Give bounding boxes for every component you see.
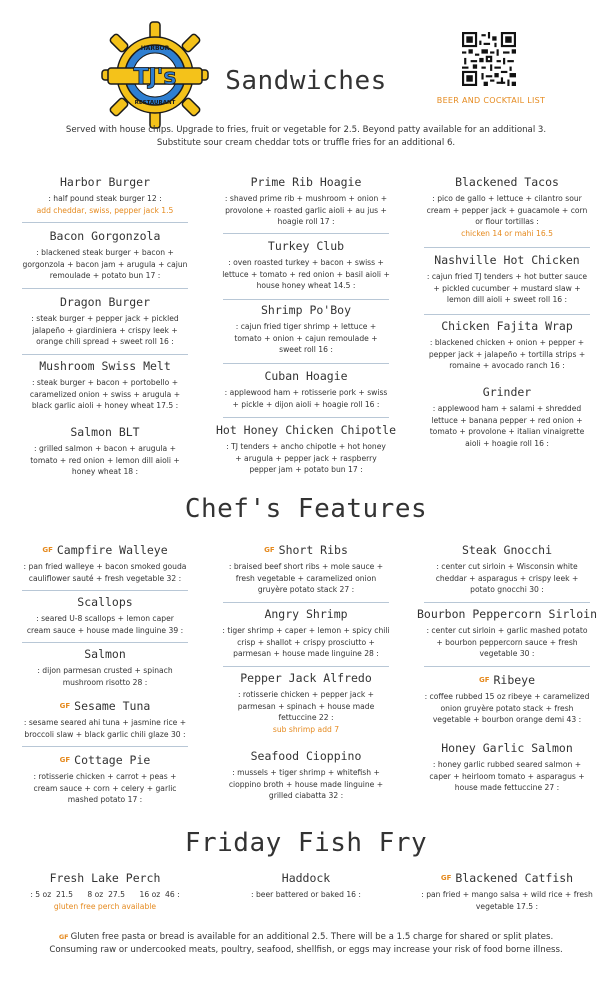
menu-item-campfire-walleye	[16, 542, 194, 584]
item-name: Hot Honey Chicken Chipotle	[215, 423, 396, 437]
item-desc: hoagie roll 17 :	[277, 217, 335, 227]
item-name: Nashville Hot Chicken	[434, 253, 580, 267]
divider	[223, 299, 389, 300]
gf-badge: GF	[42, 546, 53, 554]
item-name: Bourbon Peppercorn Sirloin	[416, 607, 597, 621]
menu-item-ribeye	[418, 672, 596, 726]
menu-item-salmon-blt	[16, 424, 194, 478]
logo-text-top: HARBOR	[140, 45, 170, 52]
item-desc: : beer battered or baked 16 :	[251, 890, 361, 899]
divider	[424, 666, 590, 667]
item-desc: black garlic aioli + honey wheat 17.5 :	[31, 401, 179, 411]
divider	[22, 746, 188, 747]
section-title-friday-fish-fry: Friday Fish Fry	[184, 828, 428, 858]
item-option: add cheddar, swiss, pepper jack 1.5	[36, 205, 174, 215]
item-name: Ribeye	[493, 673, 536, 687]
item-desc: gorgonzola + bacon jam + arugula + cajun	[22, 259, 188, 269]
logo-text-main: TJ's	[133, 65, 177, 90]
item-name: Cuban Hoagie	[264, 369, 348, 383]
item-name: Haddock	[281, 871, 331, 885]
menu-item-steak-gnocchi	[418, 542, 596, 596]
menu-item-grinder	[418, 384, 596, 449]
item-desc: : pico de gallo + lettuce + cilantro sour	[432, 194, 582, 203]
item-desc: : grilled salmon + bacon + arugula +	[34, 444, 176, 453]
item-desc: remoulade + potato bun 17 :	[49, 271, 161, 281]
gf-badge: GF	[59, 756, 71, 764]
divider	[424, 247, 590, 248]
item-name: Dragon Burger	[59, 295, 150, 309]
item-desc: : honey garlic rubbed seared salmon +	[432, 760, 582, 769]
item-name: Prime Rib Hoagie	[250, 175, 362, 189]
item-option: chicken 14 or mahi 16.5	[461, 228, 553, 238]
item-desc: house made fettuccine 27 :	[454, 783, 560, 793]
item-desc: lettuce + tomato + red onion + basil aioli +	[222, 269, 390, 279]
item-desc: vegetable 30 :	[479, 649, 535, 659]
item-name: Turkey Club	[267, 239, 345, 253]
item-desc: : pan fried walleye + bacon smoked gouda	[23, 562, 187, 571]
menu-item-haddock	[217, 870, 395, 901]
item-name: Scallops	[77, 595, 133, 609]
item-desc: : mussels + tiger shrimp + whitefish +	[232, 768, 380, 777]
item-name: Grinder	[482, 385, 532, 399]
menu-item-honey-garlic-salmon	[418, 740, 596, 794]
item-desc: cream sauce + corn + celery + garlic	[33, 783, 177, 793]
divider	[22, 590, 188, 591]
item-name: Bacon Gorgonzola	[49, 229, 161, 243]
item-name: Chicken Fajita Wrap	[441, 319, 573, 333]
menu-item-bourbon-peppercorn-sirloin	[410, 606, 604, 660]
menu-item-salmon	[16, 646, 194, 688]
item-desc: or flour tortillas :	[475, 217, 539, 227]
item-desc: : cajun fried tiger shrimp + lettuce +	[235, 322, 377, 331]
item-desc: : rotisserie chicken + pepper jack +	[237, 690, 375, 699]
item-name: Salmon	[84, 647, 126, 661]
item-desc: jalapeño + giardiniera + crispy leek +	[32, 325, 178, 335]
logo-text-bottom: RESTAURANT	[134, 100, 176, 106]
item-desc: caper + heirloom tomato + asparagus +	[429, 771, 585, 781]
item-desc: house honey wheat 14.5 :	[256, 281, 356, 291]
gf-badge: GF	[440, 874, 452, 882]
menu-item-blackened-tacos	[418, 174, 596, 239]
divider	[223, 602, 389, 603]
divider	[424, 602, 590, 603]
menu-item-turkey-club	[217, 238, 395, 292]
divider	[22, 288, 188, 289]
item-desc: : center cut sirloin + Wisconsin white	[436, 562, 578, 571]
divider	[223, 233, 389, 234]
item-name: Angry Shrimp	[264, 607, 348, 621]
item-desc: parmesan + spinach + house made	[237, 701, 375, 711]
item-desc: : blackened steak burger + bacon +	[36, 248, 174, 257]
item-name: Honey Garlic Salmon	[441, 741, 573, 755]
item-desc: grilled ciabatta 32 :	[268, 791, 344, 801]
item-desc: parmesan + house made linguine 28 :	[233, 649, 379, 659]
item-desc: : applewood ham + salami + shredded	[432, 404, 582, 413]
menu-item-seafood-cioppino	[217, 748, 395, 802]
qr-label: BEER AND COCKTAIL LIST	[436, 96, 546, 105]
menu-item-blackened-catfish	[414, 870, 600, 912]
menu-item-dragon-burger	[16, 294, 194, 348]
divider	[22, 222, 188, 223]
menu-item-hot-honey-chicken-chipotle	[212, 422, 400, 476]
item-desc: lemon dill aioli + sweet roll 16 :	[446, 295, 568, 305]
item-desc: : tiger shrimp + caper + lemon + spicy chili	[222, 626, 390, 635]
item-name: Salmon BLT	[70, 425, 140, 439]
menu-item-prime-rib-hoagie	[217, 174, 395, 228]
item-desc: potato gnocchi 30 :	[470, 585, 544, 595]
item-desc: mashed potato 17 :	[67, 795, 143, 805]
item-desc: tomato + provolone + italian vinaigrette	[429, 427, 585, 437]
section-title-chefs-features: Chef's Features	[184, 494, 428, 524]
item-desc: pepper jack + jalapeño + tortilla strips +	[428, 349, 586, 359]
divider	[223, 363, 389, 364]
item-name: Short Ribs	[278, 543, 348, 557]
divider	[22, 354, 188, 355]
item-desc: + pickled cucumber + mustard slaw +	[433, 283, 581, 293]
item-desc: : center cut sirloin + garlic mashed potato	[426, 626, 588, 635]
item-desc: gruyère potato stack 27 :	[257, 585, 355, 595]
menu-item-chicken-fajita-wrap	[418, 318, 596, 372]
item-name: Mushroom Swiss Melt	[39, 359, 171, 373]
item-name: Fresh Lake Perch	[49, 871, 161, 885]
item-desc: orange chili spread + sweet roll 16 :	[36, 337, 174, 347]
item-desc: sweet roll 16 :	[279, 345, 333, 355]
item-desc: : seared U-8 scallops + lemon caper	[36, 614, 174, 623]
gf-badge: GF	[264, 546, 275, 554]
item-desc: : TJ tenders + ancho chipotle + hot honey	[226, 442, 386, 451]
item-desc: : pan fried + mango salsa + wild rice + fresh	[421, 890, 593, 899]
menu-item-sesame-tuna	[16, 698, 194, 740]
menu-item-fresh-lake-perch	[16, 870, 194, 912]
footer-line-1: Gluten free pasta or bread is available for an additional 2.5. There will be a 1.5 charge for shared or split plates.	[70, 932, 554, 942]
item-desc: vegetable 17.5 :	[475, 901, 539, 911]
item-desc: : rotisserie chicken + carrot + peas +	[33, 772, 177, 781]
item-desc: : 5 oz 21.5 8 oz 27.5 16 oz 46 :	[30, 890, 180, 899]
item-desc: : braised beef short ribs + mole sauce +	[228, 562, 384, 571]
gf-badge: GF	[58, 933, 69, 941]
menu-item-bacon-gorgonzola	[16, 228, 194, 282]
divider	[223, 666, 389, 667]
item-desc: : sesame seared ahi tuna + jasmine rice +	[23, 718, 187, 727]
item-name: Seafood Cioppino	[250, 749, 362, 763]
item-desc: mushroom risotto 28 :	[62, 677, 148, 687]
item-desc: pepper jam + potato bun 17 :	[249, 465, 363, 475]
item-name: Steak Gnocchi	[461, 543, 552, 557]
item-name: Cottage Pie	[74, 753, 151, 767]
item-name: Pepper Jack Alfredo	[240, 671, 372, 685]
item-desc: : oven roasted turkey + bacon + swiss +	[228, 258, 384, 267]
item-name: Blackened Catfish	[455, 871, 574, 885]
item-desc: tomato + onion + cajun remoulade +	[234, 333, 378, 343]
menu-item-mushroom-swiss-melt	[16, 358, 194, 412]
item-desc: : steak burger + bacon + portobello +	[31, 378, 179, 387]
item-desc: + bourbon peppercorn sauce + fresh	[436, 637, 578, 647]
item-desc: : coffee rubbed 15 oz ribeye + caramelized	[424, 692, 590, 701]
divider	[223, 417, 389, 418]
item-desc: : dijon parmesan crusted + spinach	[37, 666, 173, 675]
item-desc: fresh vegetable + caramelized onion	[235, 573, 377, 583]
item-desc: + arugula + pepper jack + raspberry	[235, 453, 377, 463]
item-desc: cauliflower sauté + fresh vegetable 32 :	[28, 573, 182, 583]
item-desc: lettuce + banana pepper + red onion +	[431, 415, 583, 425]
item-desc: : shaved prime rib + mushroom + onion +	[224, 194, 388, 203]
gf-badge: GF	[59, 702, 71, 710]
divider	[424, 314, 590, 315]
item-desc: cream + pepper jack + guacamole + corn	[426, 205, 588, 215]
menu-item-angry-shrimp	[217, 606, 395, 660]
menu-item-shrimp-poboy	[217, 302, 395, 356]
menu-item-nashville-hot-chicken	[418, 252, 596, 306]
item-desc: broccoli slaw + black garlic chili glaze 30 :	[24, 729, 186, 739]
item-desc: caramelized onion + swiss + arugula +	[29, 389, 181, 399]
menu-item-scallops	[16, 594, 194, 636]
item-name: Campfire Walleye	[56, 543, 168, 557]
item-desc: + pickle + dijon aioli + hoagie roll 16 :	[232, 399, 380, 409]
item-desc: crisp + shallot + crispy prosciutto +	[237, 637, 375, 647]
footer-gluten-note	[30, 931, 582, 944]
item-desc: cioppino broth + house made linguine +	[228, 779, 384, 789]
gf-badge: GF	[478, 676, 490, 684]
menu-item-cuban-hoagie	[217, 368, 395, 410]
menu-item-harbor-burger	[16, 174, 194, 216]
item-desc: onion gruyère potato stack + fresh	[440, 703, 574, 713]
item-name: Shrimp Po'Boy	[260, 303, 351, 317]
divider	[22, 642, 188, 643]
item-option: sub shrimp add 7	[272, 724, 340, 734]
footer-line-2: Consuming raw or undercooked meats, poultry, seafood, shellfish, or eggs may increase your risk of food borne illness.	[49, 945, 563, 955]
item-desc: : half pound steak burger 12 :	[48, 194, 162, 203]
sandwiches-intro-2: Substitute sour cream cheddar tots or truffle fries for an additional 6.	[156, 138, 456, 148]
item-desc: : cajun fried TJ tenders + hot butter sauce	[426, 272, 588, 281]
menu-item-cottage-pie	[16, 752, 194, 806]
item-desc: honey wheat 18 :	[71, 467, 139, 477]
item-desc: : applewood ham + rotisserie pork + swiss	[224, 388, 388, 397]
item-name: Harbor Burger	[59, 175, 150, 189]
item-desc: : blackened chicken + onion + pepper +	[429, 338, 585, 347]
item-desc: aioli + hoagie roll 16 :	[465, 438, 549, 448]
menu-item-pepper-jack-alfredo	[217, 670, 395, 735]
item-desc: vegetable + bourbon orange demi 43 :	[432, 715, 582, 725]
sandwiches-intro-1: Served with house chips. Upgrade to fries, fruit or vegetable for 2.5. Beyond patty available for an additional 3.	[65, 125, 547, 135]
section-title-sandwiches: Sandwiches	[225, 66, 387, 96]
item-desc: fettuccine 22 :	[278, 713, 334, 723]
item-desc: tomato + red onion + lemon dill aioli +	[30, 455, 180, 465]
item-name: Sesame Tuna	[74, 699, 151, 713]
item-desc: cream sauce + house made linguine 39 :	[26, 625, 184, 635]
item-option: gluten free perch available	[53, 901, 157, 911]
menu-item-short-ribs	[217, 542, 395, 596]
item-desc: provolone + roasted garlic aioli + au jus +	[225, 205, 387, 215]
item-desc: romaine + avocado ranch 16 :	[449, 361, 565, 371]
item-name: Blackened Tacos	[455, 175, 559, 189]
item-desc: : steak burger + pepper jack + pickled	[31, 314, 179, 323]
item-desc: cheddar + asparagus + crispy leek +	[435, 573, 579, 583]
